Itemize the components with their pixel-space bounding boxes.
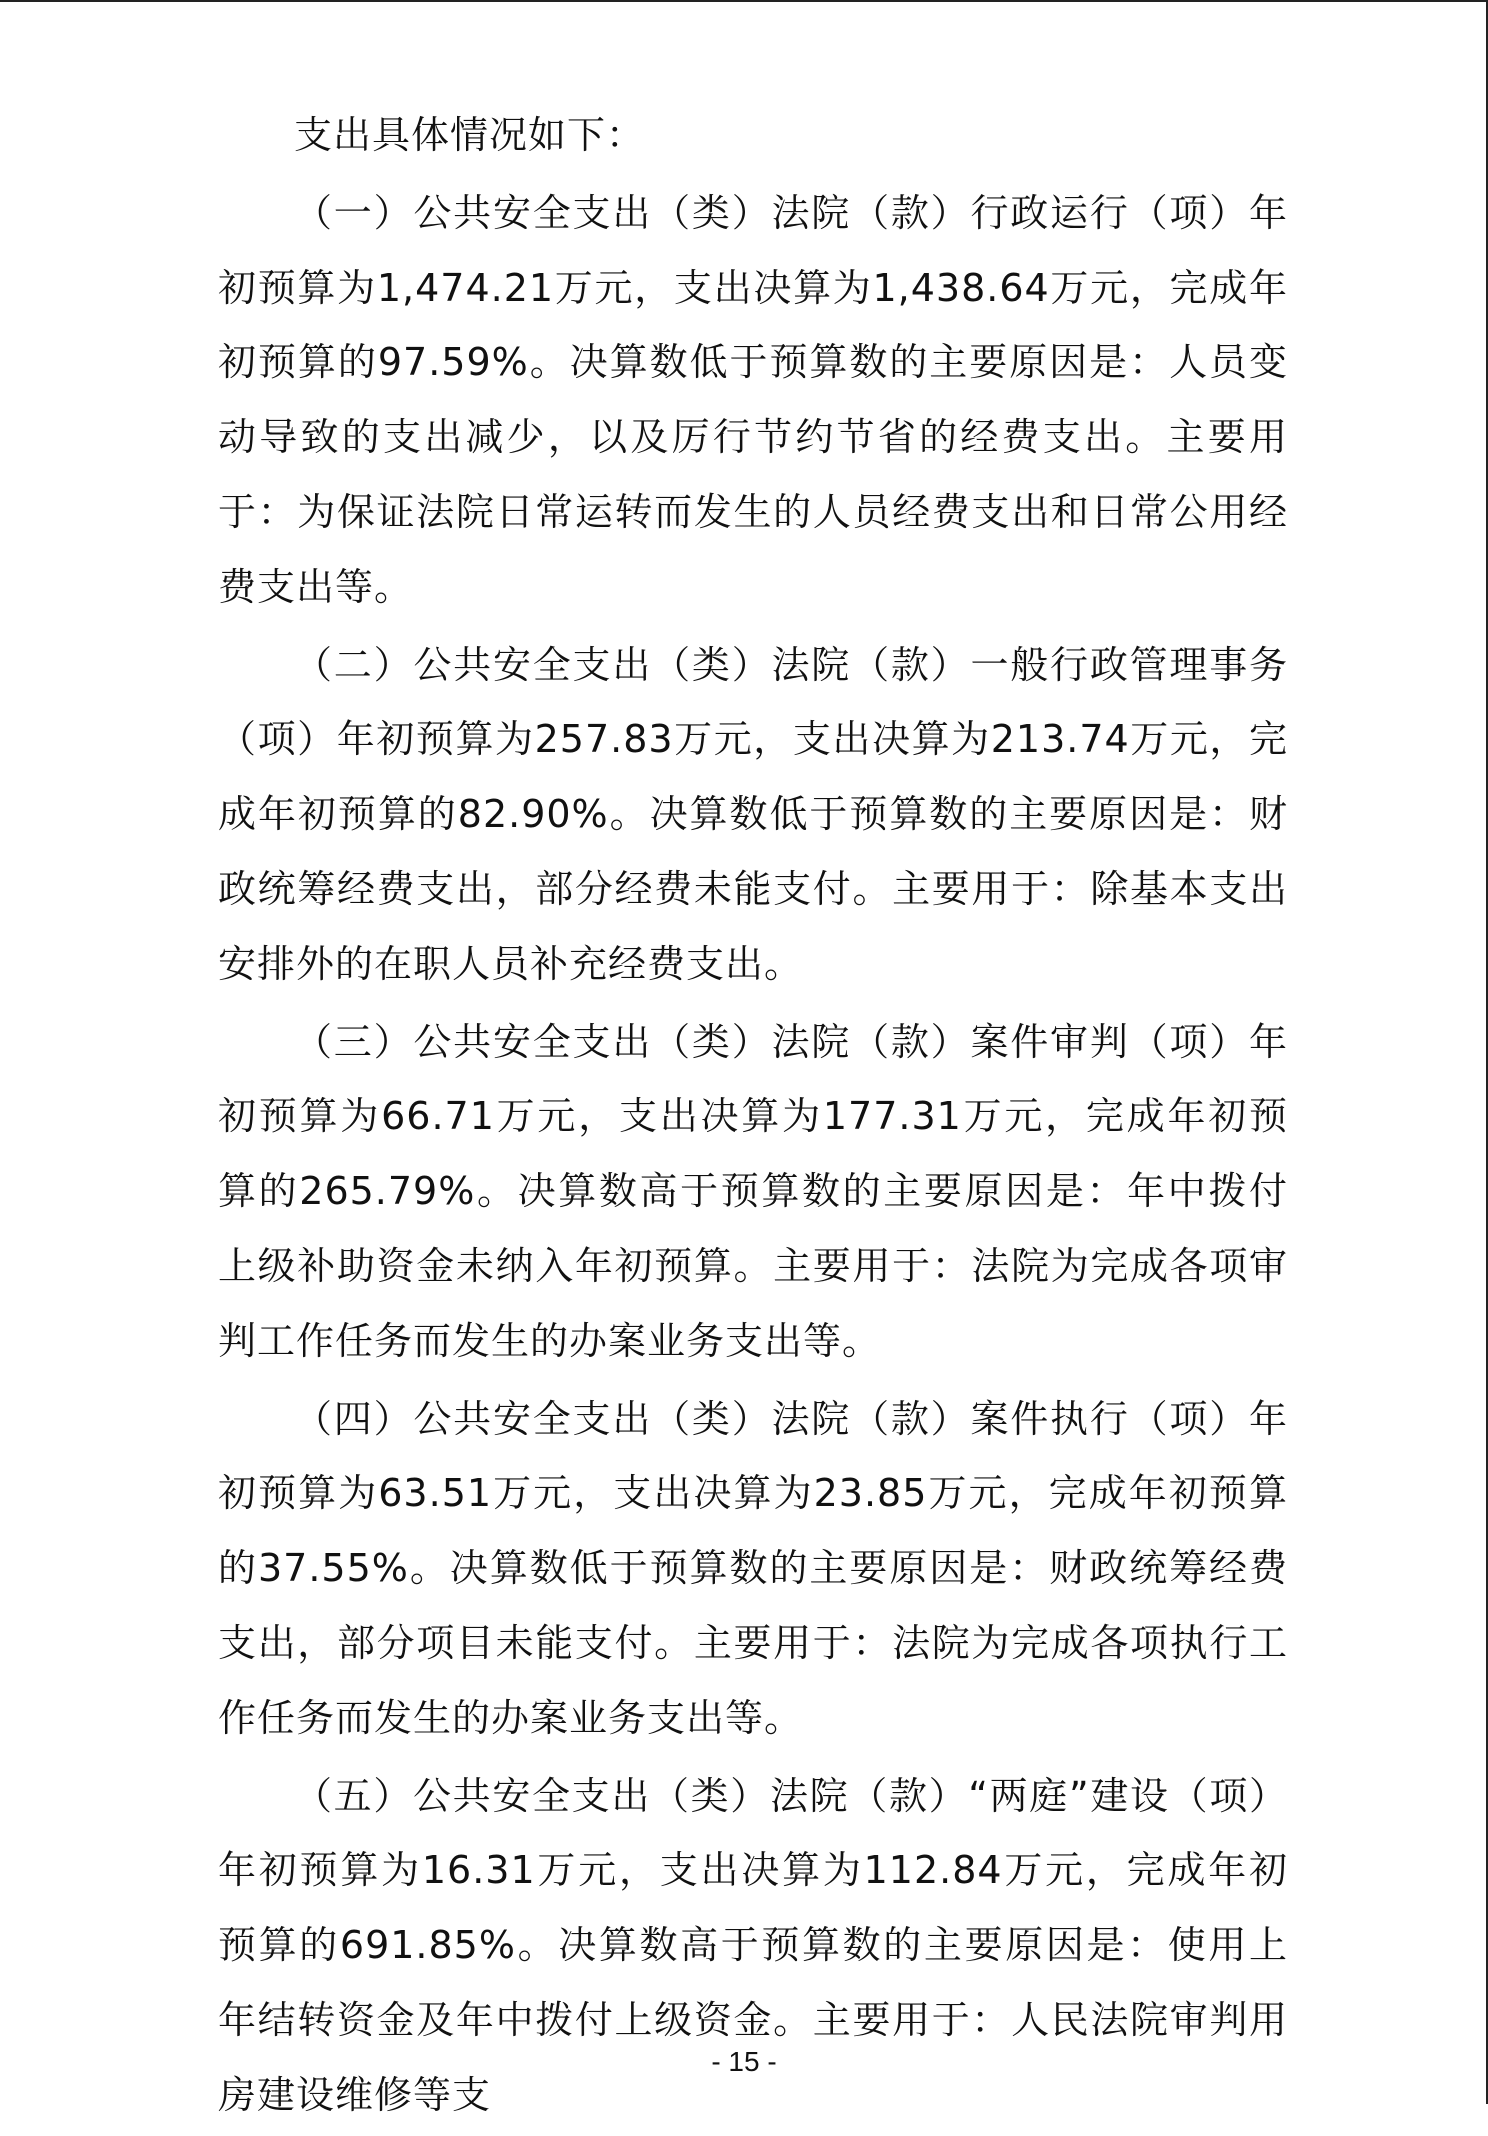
document-body [218,98,1288,2136]
paragraph-3: （三）公共安全支出（类）法院（款）案件审判（项）年初预算为66.71万元，支出决算为177.31万元，完成年初预算的265.79%。决算数高于预算数的主要原因是：年中拨付上级补助资金未纳入年初预算。主要用于：法院为完成各项审判工作任务而发生的办案业务支出等。 [218,1019,1288,1363]
paragraph-5: （五）公共安全支出（类）法院（款）“两庭”建设（项）年初预算为16.31万元，支出决算为112.84万元，完成年初预算的691.85%。决算数高于预算数的主要原因是：使用上年结转资金及年中拨付上级资金。主要用于：人民法院审判用房建设维修等支 [218,1773,1288,2117]
intro-paragraph: 支出具体情况如下： [294,113,646,157]
paragraph-1: （一）公共安全支出（类）法院（款）行政运行（项）年初预算为1,474.21万元，支出决算为1,438.64万元，完成年初预算的97.59%。决算数低于预算数的主要原因是：人员变动导致的支出减少，以及厉行节约节省的经费支出。主要用于：为保证法院日常运转而发生的人员经费支出和日常公用经费支出等。 [218,190,1288,609]
paragraph-2: （二）公共安全支出（类）法院（款）一般行政管理事务（项）年初预算为257.83万元，支出决算为213.74万元，完成年初预算的82.90%。决算数低于预算数的主要原因是：财政统筹经费支出，部分经费未能支付。主要用于：除基本支出安排外的在职人员补充经费支出。 [218,642,1288,986]
paragraph-4: （四）公共安全支出（类）法院（款）案件执行（项）年初预算为63.51万元，支出决算为23.85万元，完成年初预算的37.55%。决算数低于预算数的主要原因是：财政统筹经费支出，部分项目未能支付。主要用于：法院为完成各项执行工作任务而发生的办案业务支出等。 [218,1396,1288,1740]
page-number: - 15 - [711,2046,777,2077]
page-border-top [0,0,1488,2]
